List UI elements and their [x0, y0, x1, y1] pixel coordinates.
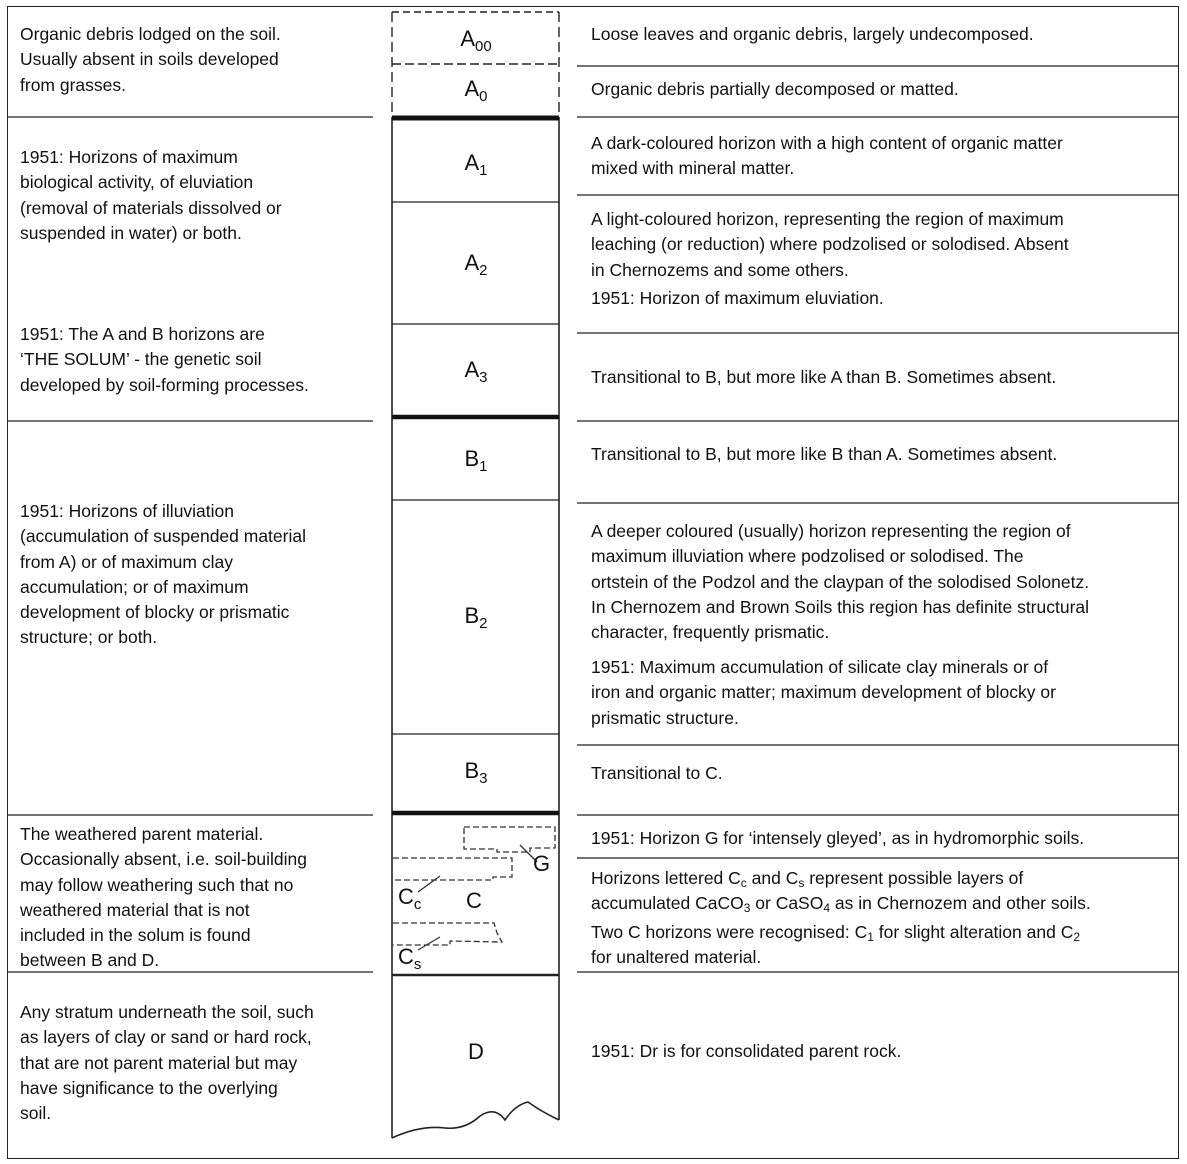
- horizon-label-b1: $B_1$: [464, 446, 488, 475]
- right-a1-text: A dark-coloured horizon with a high content of organic matter mixed with mineral matter.: [591, 133, 1063, 179]
- right-c-text: Horizons lettered $C_c$ and $C_s$ represent possible layers of accumulated CaCO$_3$ or CaSO$_4$ as in Chernozem and other soils.: [591, 868, 1091, 916]
- horizon-label-b2: $B_2$: [464, 603, 488, 632]
- horizon-label-cs: $C_s$: [398, 944, 422, 973]
- right-g-text: 1951: Horizon G for ‘intensely gleyed’, as in hydromorphic soils.: [591, 828, 1085, 848]
- right-a2-text: A light-coloured horizon, representing the region of maximum leaching (or reduction) where podzolised or solodised. Absent in Chernozems and some others.: [591, 209, 1069, 280]
- horizon-label-b3: $B_3$: [464, 758, 488, 787]
- left-organic-debris-text: Organic debris lodged on the soil. Usually absent in soils developed from grasses.: [20, 24, 281, 95]
- right-b2-text: A deeper coloured (usually) horizon representing the region of maximum illuviation where podzolised or solodised. The ortstein of the Podzol and the claypan of the solodised Solonetz. In Chernozem and Brown Soils this region has definite structural character, frequently prismatic.: [591, 521, 1090, 643]
- horizon-label-cc: $C_c$: [398, 884, 422, 913]
- left-solum-text: 1951: The A and B horizons are ‘THE SOLUM’ - the genetic soil developed by soil-forming processes.: [20, 324, 309, 395]
- horizon-label-a3: $A_3$: [464, 357, 488, 386]
- left-weathered-text: The weathered parent material. Occasionally absent, i.e. soil-building may follow weathering such that no weathered material that is not included in the solum is found between B and D.: [20, 824, 307, 971]
- left-a-1951-text: 1951: Horizons of maximum biological activity, of eluviation (removal of materials dissolved or suspended in water) or both.: [20, 147, 282, 243]
- horizon-label-a2: $A_2$: [464, 250, 488, 279]
- horizon-label-a0: $A_0$: [464, 76, 488, 105]
- horizon-label-a00: $A_{00}$: [460, 26, 492, 55]
- left-stratum-text: Any stratum underneath the soil, such as layers of clay or sand or hard rock, that are not parent material but may have significance to the overlying soil.: [20, 1002, 314, 1124]
- right-a00-text: Loose leaves and organic debris, largely undecomposed.: [591, 24, 1034, 44]
- right-c-1951-text: Two C horizons were recognised: $C_1$ for slight alteration and $C_2$ for unaltered material.: [591, 922, 1081, 968]
- horizon-label-g: G: [533, 851, 551, 876]
- right-a0-text: Organic debris partially decomposed or matted.: [591, 79, 959, 99]
- right-d-text: 1951: Dr is for consolidated parent rock.: [591, 1041, 902, 1061]
- right-b3-text: Transitional to C.: [591, 763, 723, 783]
- horizon-label-a1: $A_1$: [464, 150, 488, 179]
- right-b1-text: Transitional to B, but more like B than A. Sometimes absent.: [591, 444, 1058, 464]
- left-b-1951-text: 1951: Horizons of illuviation (accumulation of suspended material from A) or of maximum clay accumulation; or of maximum development of blocky or prismatic structure; or both.: [20, 501, 306, 648]
- right-a2-1951-text: 1951: Horizon of maximum eluviation.: [591, 288, 884, 308]
- right-b2-1951-text: 1951: Maximum accumulation of silicate clay minerals or of iron and organic matter; maximum development of blocky or prismatic structure.: [591, 657, 1056, 728]
- horizon-label-d: D: [468, 1039, 484, 1064]
- right-a3-text: Transitional to B, but more like A than B. Sometimes absent.: [591, 367, 1057, 387]
- horizon-label-c: C: [466, 888, 482, 913]
